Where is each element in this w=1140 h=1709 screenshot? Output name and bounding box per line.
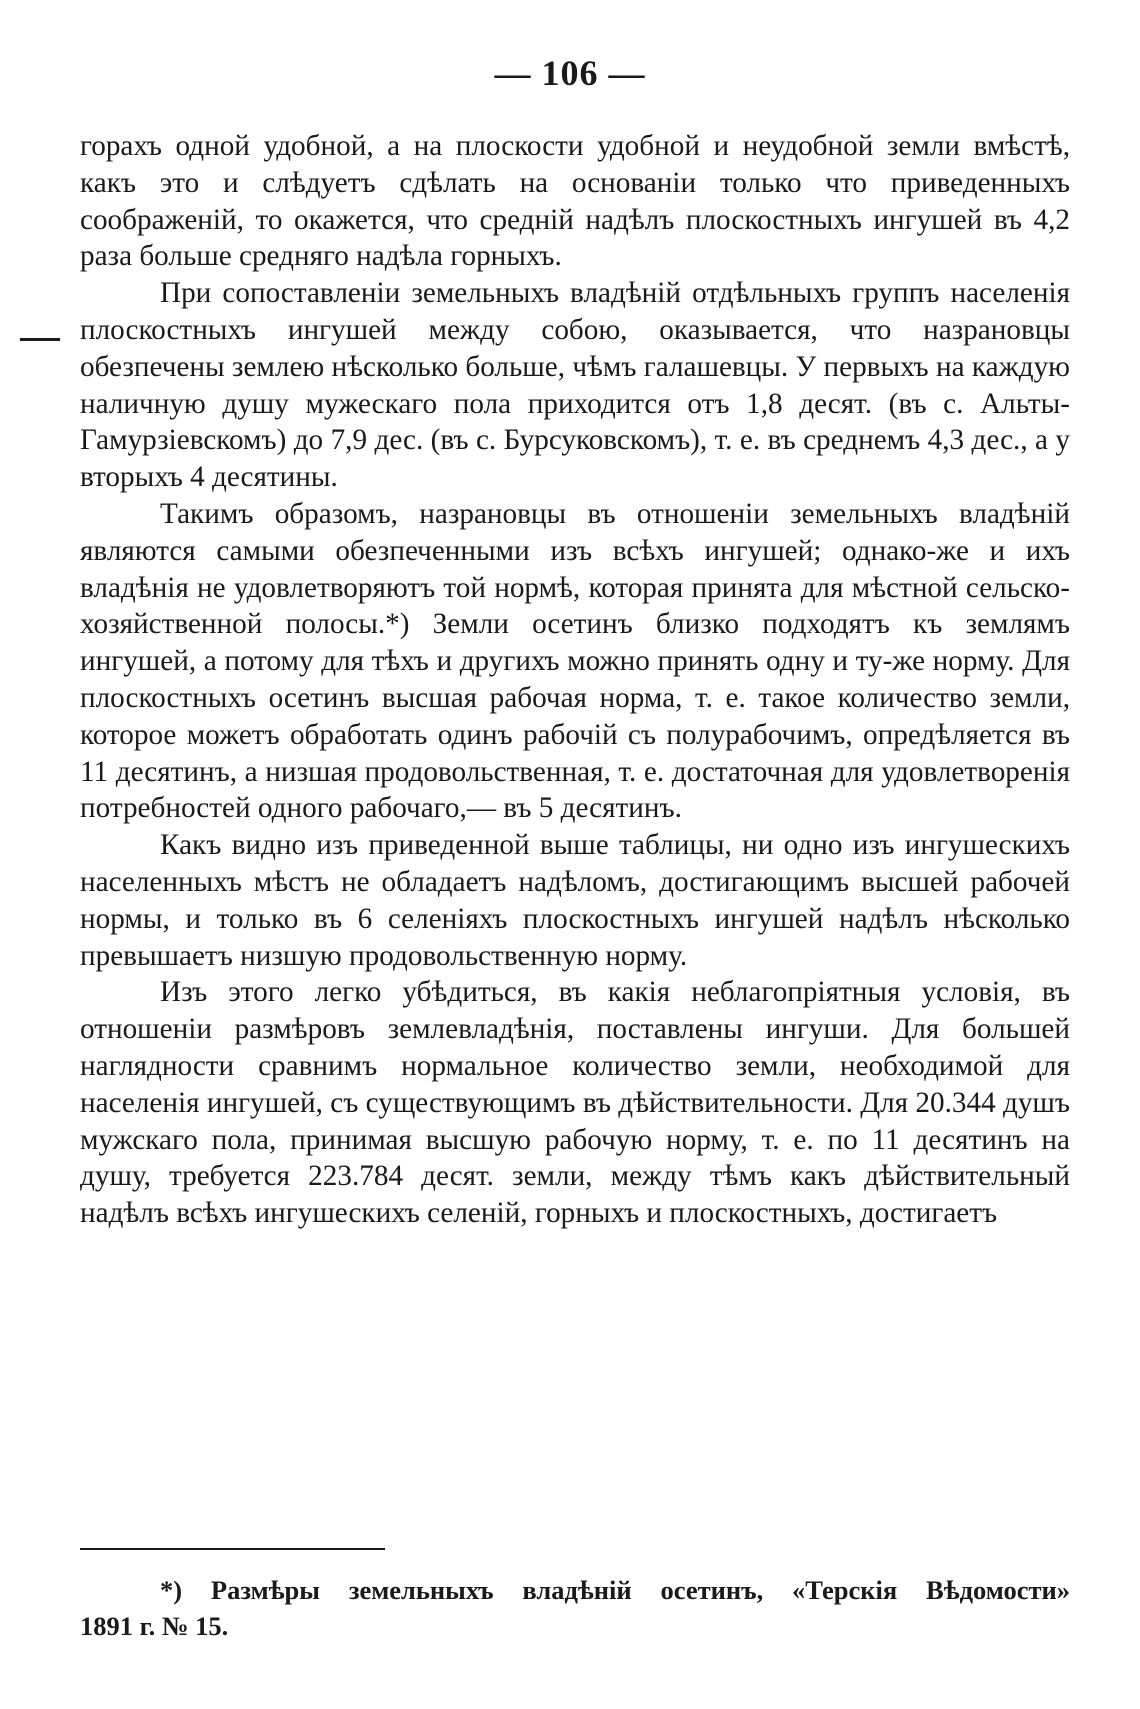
page-number: — 106 — <box>494 53 646 93</box>
paragraph: Какъ видно изъ приведенной выше таблицы, ни одно изъ ингушескихъ населенныхъ мѣстъ не обладаетъ надѣломъ, достигающимъ высшей рабочей нормы, и только въ 6 селеніяхъ плоскостныхъ ингушей надѣлъ нѣсколько превышаетъ низшую продовольственную норму. <box>80 829 1070 972</box>
paragraph: При сопоставленіи земельныхъ владѣній отдѣльныхъ группъ населенія плоскостныхъ ингушей между собою, оказывается, что назрановцы обезпечены землею нѣсколько больше, чѣмъ галашевцы. У первыхъ на каждую наличную душу мужескаго пола приходится отъ 1,8 десят. (въ с. Альты-Гамурзіевскомъ) до 7,9 дес. (въ с. Бурсуковскомъ), т. е. въ среднемъ 4,3 дес., а у вторыхъ 4 десятины. <box>80 277 1070 494</box>
paragraph: Такимъ образомъ, назрановцы въ отношеніи земельныхъ владѣній являются самыми обезпеченными изъ всѣхъ ингушей; однако-же и ихъ владѣнія не удовлетворяютъ той нормѣ, которая принята для мѣстной сельско-хозяйственной полосы.*) Земли осетинъ близко подходятъ къ землямъ ингушей, а потому для тѣхъ и другихъ можно принять одну и ту-же норму. Для плоскостныхъ осетинъ высшая рабочая норма, т. е. такое количество земли, которое можетъ обработать одинъ рабочій съ полурабочимъ, опредѣляется въ 11 десятинъ, а низшая продовольственная, т. е. достаточная для удовлетворенія потребностей одного рабочаго,— въ 5 десятинъ. <box>80 497 1070 825</box>
margin-mark <box>20 338 60 341</box>
paragraph-continuation: горахъ одной удобной, а на плоскости удобной и неудобной земли вмѣстѣ, какъ это и слѣдуетъ сдѣлать на основаніи только что приведенныхъ соображеній, то окажется, что средній надѣлъ плоскостныхъ ингушей въ 4,2 раза больше средняго надѣла горныхъ. <box>80 130 1070 273</box>
footnote-separator <box>80 1548 385 1550</box>
paragraph: Изъ этого легко убѣдиться, въ какія неблагопріятныя условія, въ отношеніи размѣровъ землевладѣнія, поставлены ингуши. Для большей наглядности сравнимъ нормальное количество земли, необходимой для населенія ингушей, съ существующимъ въ дѣйствительности. Для 20.344 душъ мужскаго пола, принимая высшую рабочую норму, т. е. по 11 десятинъ на душу, требуется 223.784 десят. земли, между тѣмъ какъ дѣйствительный надѣлъ всѣхъ ингушескихъ селеній, горныхъ и плоскостныхъ, достигаетъ <box>80 976 1070 1230</box>
footnote <box>80 1572 1070 1644</box>
body-text <box>80 128 1070 1232</box>
footnote-citation: 1891 г. № 15. <box>80 1611 229 1641</box>
footnote-text: *) Размѣры земельныхъ владѣній осетинъ, «Терскія Вѣдомости» <box>160 1575 1070 1605</box>
